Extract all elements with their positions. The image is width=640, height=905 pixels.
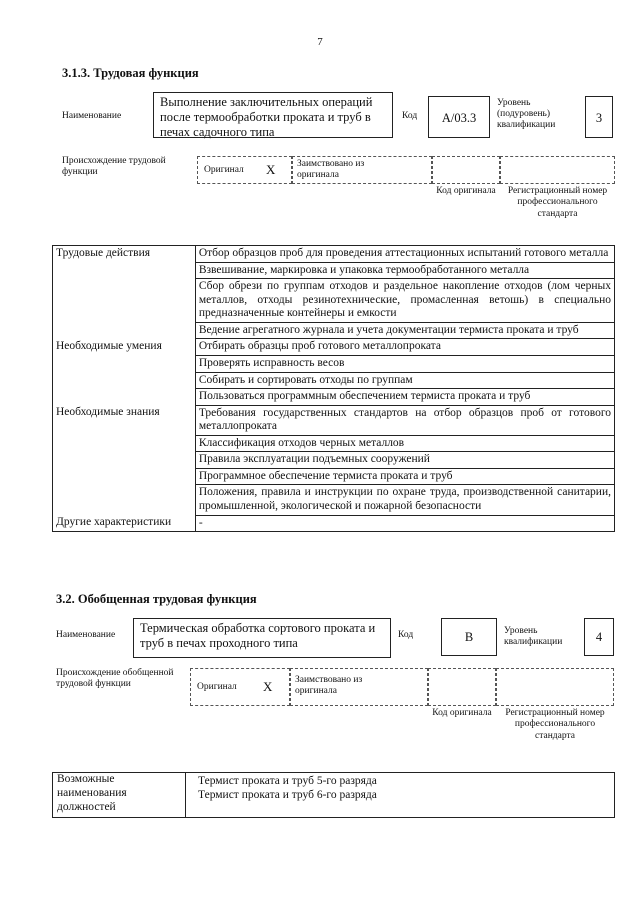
original-mark: X	[263, 679, 273, 694]
table-cell: Отбирать образцы проб готового металлопроката	[195, 339, 614, 356]
function-name: Выполнение заключительных операций после термообработки проката и труб в печах садочного типа	[153, 92, 393, 138]
table-row	[53, 515, 615, 532]
code-value: B	[441, 618, 497, 656]
table-cell: Классификация отходов черных металлов	[195, 435, 614, 452]
table-cell: Пользоваться программным обеспечением термиста проката и труб	[195, 389, 614, 406]
borrowed-cell	[292, 156, 432, 184]
table-cell: Правила эксплуатации подъемных сооружений	[195, 452, 614, 469]
page-number: 7	[317, 36, 323, 48]
name-label: Наименование	[56, 630, 116, 640]
positions-label: Возможные наименования должностей	[53, 773, 186, 817]
reg-cell	[496, 668, 614, 706]
original-mark: X	[266, 162, 276, 177]
level-value: 4	[584, 618, 614, 656]
code-label: Код	[402, 111, 418, 121]
table-cell: Положения, правила и инструкции по охране труда, производственной санитарии, промышленной, экологической и пожарной безопасности	[195, 485, 614, 515]
table-cell: -	[195, 515, 614, 532]
reg-caption: Регистрационный номер профессионального стандарта	[507, 186, 608, 219]
original-label: Оригинал	[204, 165, 244, 175]
level-value: 3	[585, 96, 613, 138]
list-item: Термист проката и труб 5-го разряда	[198, 775, 377, 787]
origin-label: Происхождение обобщенной трудовой функции	[56, 668, 174, 689]
reg-cell	[500, 156, 615, 184]
table-cell: Собирать и сортировать отходы по группам	[195, 372, 614, 389]
table-cell: Проверять исправность весов	[195, 355, 614, 372]
table-row	[53, 405, 615, 435]
original-label: Оригинал	[197, 682, 237, 692]
positions-table	[52, 772, 615, 818]
table-row	[53, 339, 615, 356]
table-cell: Программное обеспечение термиста проката и труб	[195, 468, 614, 485]
row-label: Трудовые действия	[53, 246, 196, 339]
level-label: Уровень (подуровень) квалификации	[497, 98, 556, 130]
code-value: A/03.3	[428, 96, 490, 138]
code-orig-cell	[428, 668, 496, 706]
borrowed-cell	[290, 668, 428, 706]
section-heading: 3.2. Обобщенная трудовая функция	[56, 592, 257, 606]
table-cell: Отбор образцов проб для проведения аттестационных испытаний готового металла	[195, 246, 614, 263]
level-label: Уровень квалификации	[504, 626, 563, 647]
table-cell: Требования государственных стандартов на отбор образцов проб от готового металлопроката	[195, 405, 614, 435]
table-cell: Взвешивание, маркировка и упаковка термообработанного металла	[195, 262, 614, 279]
table-cell: Сбор обрези по группам отходов и раздельное накопление отходов (лом черных металлов, отходы резинотехнические, промасленная ветошь) в специально предназначенные контейнеры и емкости	[195, 279, 614, 323]
table-row	[53, 246, 615, 263]
borrowed-label: Заимствовано из оригинала	[297, 159, 365, 180]
original-cell	[197, 156, 292, 184]
code-orig-caption: Код оригинала	[432, 708, 492, 718]
gtf-name: Термическая обработка сортового проката и труб в печах проходного типа	[133, 618, 391, 658]
function-table	[52, 245, 615, 532]
row-label: Необходимые умения	[53, 339, 196, 405]
origin-label: Происхождение трудовой функции	[62, 156, 166, 177]
positions-list	[198, 774, 377, 803]
original-cell	[190, 668, 290, 706]
code-label: Код	[398, 630, 414, 640]
code-orig-caption: Код оригинала	[436, 186, 496, 196]
name-label: Наименование	[62, 111, 122, 121]
row-label: Необходимые знания	[53, 405, 196, 515]
code-orig-cell	[432, 156, 500, 184]
table-cell: Ведение агрегатного журнала и учета документации термиста проката и труб	[195, 322, 614, 339]
list-item: Термист проката и труб 6-го разряда	[198, 789, 377, 802]
reg-caption: Регистрационный номер профессионального стандарта	[505, 708, 605, 741]
section-heading: 3.1.3. Трудовая функция	[62, 66, 199, 80]
borrowed-label: Заимствовано из оригинала	[295, 675, 363, 696]
row-label: Другие характеристики	[53, 515, 196, 532]
